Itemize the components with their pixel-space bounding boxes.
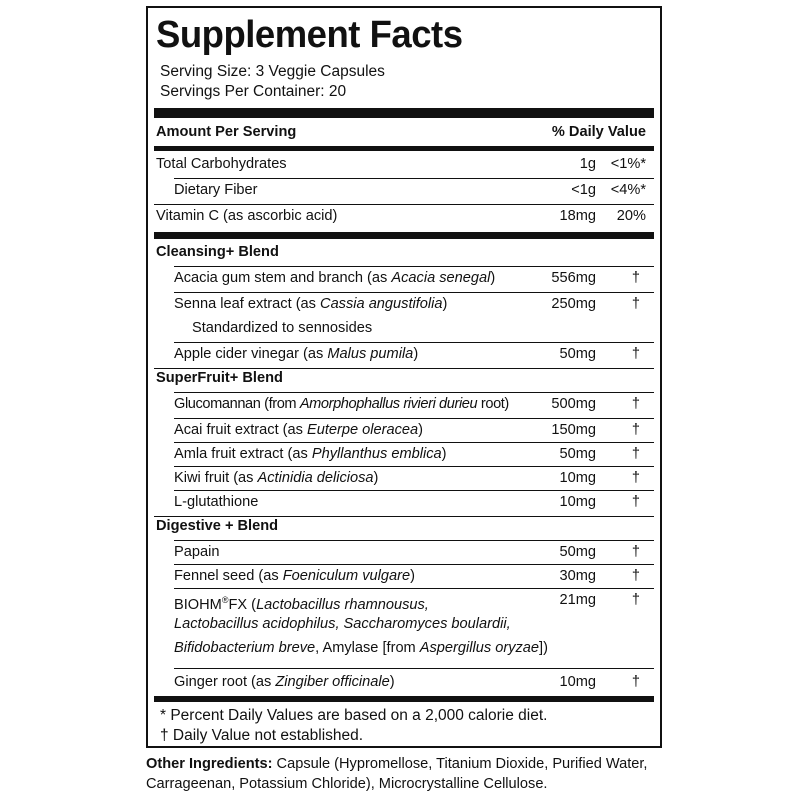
ingredient-amount: 21mg (559, 592, 596, 608)
ingredient-amount: 10mg (559, 674, 596, 690)
ingredient-name: Kiwi fruit (as Actinidia deliciosa) (174, 470, 379, 486)
amount-per-serving-label: Amount Per Serving (156, 124, 297, 140)
ingredient-row (148, 466, 660, 490)
ingredient-name: Fennel seed (as Foeniculum vulgare) (174, 568, 415, 584)
dagger-mark: † (631, 396, 640, 412)
medium-divider (154, 146, 654, 151)
ingredient-name: L-glutathione (174, 494, 259, 510)
thick-divider (154, 696, 654, 702)
serving-size: Serving Size: 3 Veggie Capsules (160, 63, 385, 80)
ingredient-row (148, 540, 660, 564)
dagger-mark: † (631, 674, 640, 690)
ingredient-name: Apple cider vinegar (as Malus pumila) (174, 346, 419, 362)
nutrient-row (148, 152, 660, 176)
ingredient-row (148, 490, 660, 514)
nutrient-name: Vitamin C (as ascorbic acid) (156, 208, 338, 224)
ingredient-amount: 50mg (559, 544, 596, 560)
dagger-mark: † (631, 568, 640, 584)
blend-header-cleansing (148, 240, 660, 264)
thick-divider (154, 108, 654, 118)
nutrient-row (148, 204, 660, 228)
row-divider (174, 668, 654, 669)
ingredient-amount: 10mg (559, 494, 596, 510)
other-ingredients (146, 754, 666, 794)
ingredient-amount: 556mg (551, 270, 596, 286)
ingredient-name: Ginger root (as Zingiber officinale) (174, 674, 395, 690)
ingredient-continuation (148, 612, 660, 636)
ingredient-amount: 500mg (551, 396, 596, 412)
nutrient-amount: 18mg (559, 208, 596, 224)
footnote-not-established: † Daily Value not established. (160, 727, 364, 744)
dagger-mark: † (631, 446, 640, 462)
ingredient-amount: 50mg (559, 346, 596, 362)
ingredient-name: Papain (174, 544, 220, 560)
panel-title: Supplement Facts (156, 14, 463, 56)
blend-name: SuperFruit+ Blend (156, 370, 283, 386)
ingredient-amount: 50mg (559, 446, 596, 462)
dagger-mark: † (631, 592, 640, 608)
footnote-daily-values: * Percent Daily Values are based on a 2,000 calorie diet. (160, 707, 548, 724)
nutrient-amount: 1g (579, 156, 596, 172)
dagger-mark: † (631, 494, 640, 510)
ingredient-note-row (148, 316, 660, 340)
ingredient-amount: 150mg (551, 422, 596, 438)
dagger-mark: † (631, 544, 640, 560)
amount-header-row (148, 120, 660, 144)
ingredient-row (148, 670, 660, 694)
nutrient-name: Dietary Fiber (174, 182, 258, 198)
ingredient-name: Senna leaf extract (as Cassia angustifolia) (174, 296, 448, 312)
senna-note: Standardized to sennosides (192, 320, 373, 336)
other-ingredients-text: Capsule (Hypromellose, Titanium Dioxide, Purified Water, Carrageenan, Potassium Chloride), Microcrystalline Cellulose. (146, 756, 648, 792)
servings-per-container: Servings Per Container: 20 (160, 83, 347, 100)
ingredient-amount: 30mg (559, 568, 596, 584)
ingredient-row (148, 588, 660, 612)
ingredient-name: BIOHM®FX (Lactobacillus rhamnousus, (174, 595, 429, 613)
ingredient-name: Acacia gum stem and branch (as Acacia senegal) (174, 270, 496, 286)
ingredient-name: Glucomannan (from Amorphophallus rivieri durieu root) (174, 396, 509, 412)
dagger-mark: † (631, 270, 640, 286)
other-ingredients-label: Other Ingredients: (146, 756, 273, 772)
ingredient-row (148, 392, 660, 416)
dagger-mark: † (631, 422, 640, 438)
nutrient-amount: <1g (571, 182, 596, 198)
ingredient-name: Amla fruit extract (as Phyllanthus emblica) (174, 446, 447, 462)
ingredient-row (148, 418, 660, 442)
ingredient-row (148, 442, 660, 466)
biohm-line-2: Lactobacillus acidophilus, Saccharomyces boulardii, (174, 616, 511, 632)
dagger-mark: † (631, 470, 640, 486)
dagger-mark: † (631, 346, 640, 362)
biohm-line-3: Bifidobacterium breve, Amylase [from Aspergillus oryzae]) (174, 640, 548, 656)
ingredient-row (148, 342, 660, 366)
blend-header-digestive (148, 514, 660, 538)
ingredient-name: Acai fruit extract (as Euterpe oleracea) (174, 422, 424, 438)
nutrient-dv: 20% (616, 208, 646, 224)
daily-value-header: % Daily Value (551, 124, 646, 140)
blend-header-superfruit (148, 366, 660, 390)
nutrient-row (148, 178, 660, 202)
supplement-facts-panel (146, 6, 662, 748)
ingredient-amount: 10mg (559, 470, 596, 486)
nutrient-name: Total Carbohydrates (156, 156, 287, 172)
blend-name: Cleansing+ Blend (156, 244, 279, 260)
ingredient-amount: 250mg (551, 296, 596, 312)
dagger-mark: † (631, 296, 640, 312)
ingredient-continuation (148, 636, 660, 660)
ingredient-row (148, 564, 660, 588)
ingredient-row (148, 292, 660, 316)
nutrient-dv: <4%* (610, 182, 646, 198)
blend-name: Digestive + Blend (156, 518, 279, 534)
ingredient-row (148, 266, 660, 290)
thick-divider (154, 232, 654, 239)
nutrient-dv: <1%* (610, 156, 646, 172)
